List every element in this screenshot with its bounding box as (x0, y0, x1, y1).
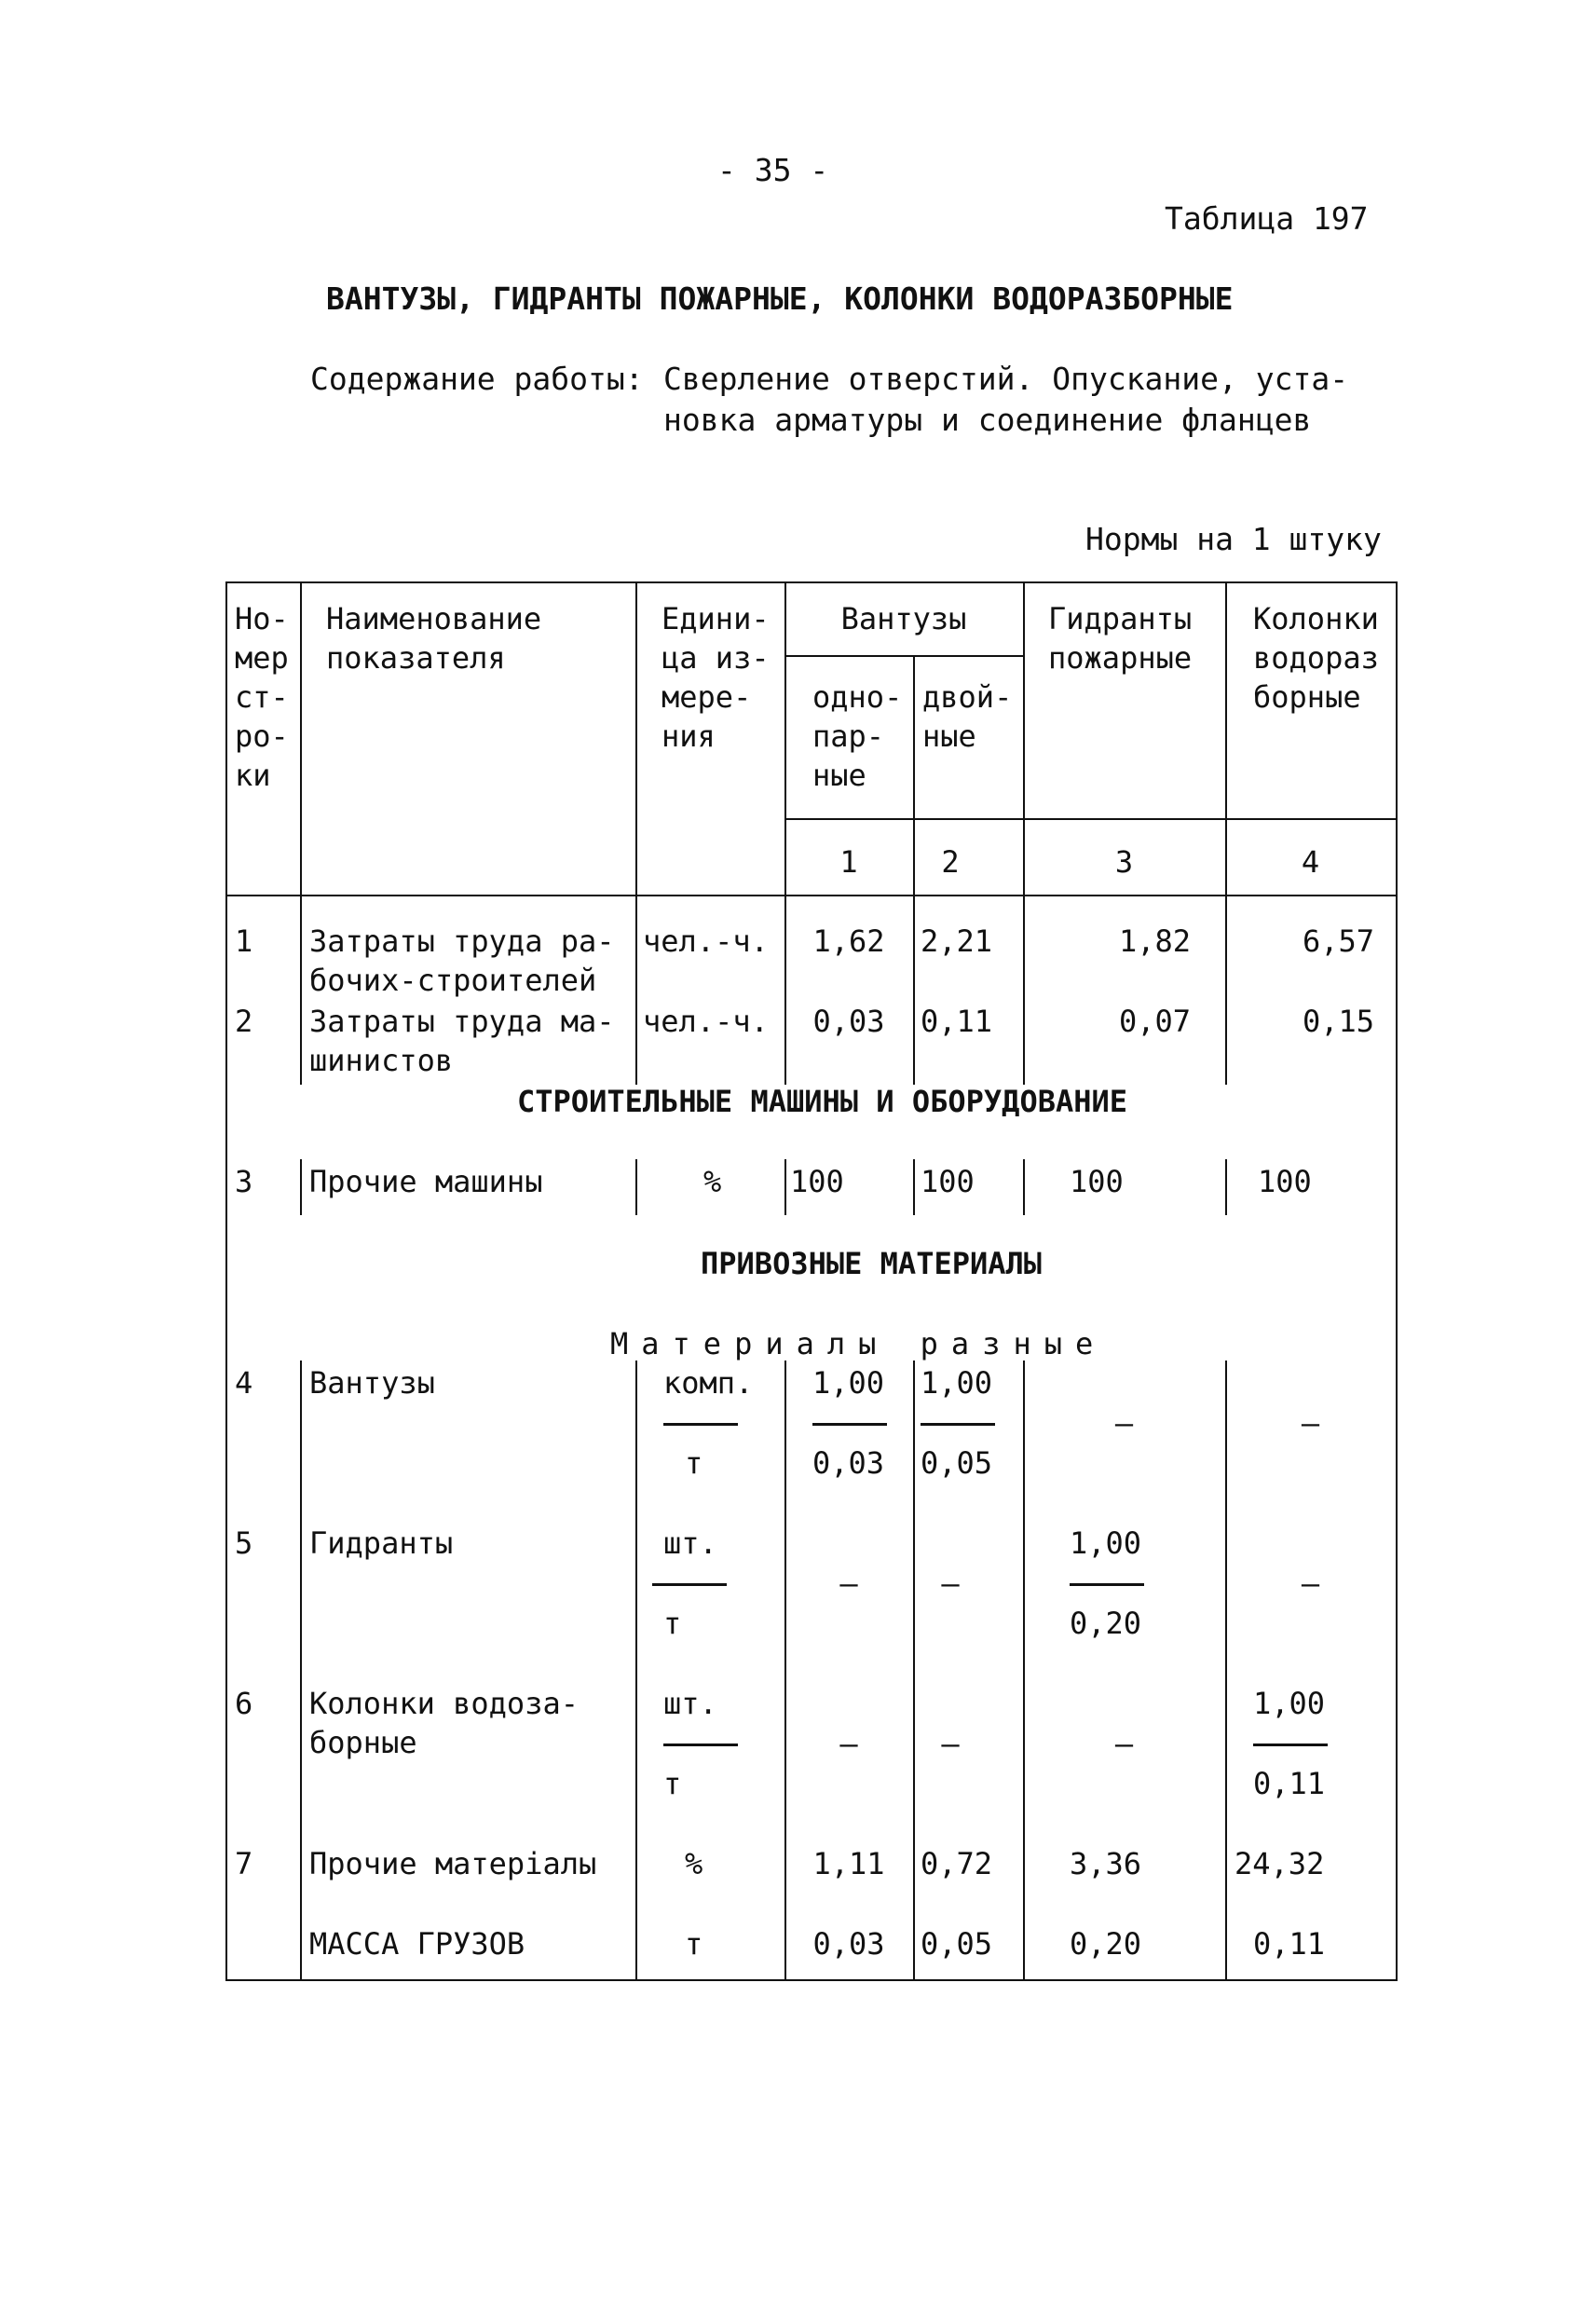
row-value-dvoi: 2,21 (921, 923, 993, 959)
hdr-name-1: Наименование (326, 601, 542, 636)
hdr-odno-2: пар- (812, 718, 885, 754)
row-name: Колонки водоза- (309, 1686, 579, 1721)
page-number: - 35 - (717, 152, 829, 188)
row-name: Прочие матеріалы (309, 1846, 597, 1881)
row-value-gidr: 0,07 (1118, 1004, 1191, 1039)
row-value-gidr-top: 1,00 (1070, 1525, 1142, 1561)
fraction-line (812, 1423, 887, 1426)
hdr-no-5: ки (235, 758, 271, 793)
fraction-line (663, 1423, 738, 1426)
hdr-colnum-2: 2 (941, 844, 960, 880)
section-heading-materials: ПРИВОЗНЫЕ МАТЕРИАЛЫ (701, 1246, 1043, 1281)
row-unit-top: шт. (663, 1686, 717, 1721)
row-name-cont: борные (309, 1725, 417, 1760)
row-value-odno: 0,03 (812, 1004, 885, 1039)
row-value-kolon-top: 1,00 (1253, 1686, 1326, 1721)
row-number: 3 (235, 1164, 253, 1199)
row-value-dvoi-top: 1,00 (921, 1365, 993, 1401)
bottom-border (225, 1979, 1398, 1981)
row-name: Вантузы (309, 1365, 435, 1401)
vline-name-b (635, 1159, 637, 1215)
hdr-colnum-4: 4 (1301, 844, 1320, 880)
row-name: МАССА ГРУЗОВ (309, 1926, 525, 1962)
row-unit: чел.-ч. (643, 923, 769, 959)
table-label: Таблица 197 (1165, 200, 1369, 237)
row-value-odno: 1,11 (812, 1846, 885, 1881)
hdr-kolon-2: водораз (1253, 640, 1379, 676)
row-value-dvoi: 0,05 (921, 1926, 993, 1962)
row-name-cont: шинистов (309, 1043, 454, 1078)
row-value-gidr: 0,20 (1070, 1926, 1142, 1962)
row-name: Прочие машины (309, 1164, 543, 1199)
fraction-line (1070, 1583, 1144, 1586)
row-value-dvoi: 0,72 (921, 1846, 993, 1881)
hdr-no-3: ст- (235, 679, 289, 715)
row-unit-top: комп. (663, 1365, 754, 1401)
subsection-heading: Материалы разные (610, 1326, 1107, 1361)
row-value-kolon: 24,32 (1235, 1846, 1325, 1881)
row-value-gidr: – (1114, 1726, 1134, 1761)
row-value-kolon: 0,15 (1302, 1004, 1374, 1039)
vline-gidr-c (1225, 1361, 1227, 1981)
section-heading-machines: СТРОИТЕЛЬНЫЕ МАШИНЫ И ОБОРУДОВАНИЕ (517, 1084, 1128, 1119)
row-value-kolon: – (1301, 1566, 1320, 1601)
row-number: 1 (235, 923, 253, 959)
vline-dvoi-b (1023, 1159, 1025, 1215)
hdr-vantuzy: Вантузы (840, 601, 967, 636)
row-value-gidr: – (1114, 1405, 1134, 1441)
row-name: Затраты труда ра- (309, 923, 615, 959)
hdr-unit-2: ца из- (662, 640, 770, 676)
hdr-odno-3: ные (812, 758, 866, 793)
hdr-unit-1: Едини- (662, 601, 770, 636)
row-unit: чел.-ч. (643, 1004, 769, 1039)
vline-unit-c (784, 1361, 786, 1981)
row-name: Гидранты (309, 1525, 454, 1561)
row-value-gidr-bottom: 0,20 (1070, 1606, 1142, 1641)
row-value-odno: 0,03 (812, 1926, 885, 1962)
vline-name-c (635, 1361, 637, 1981)
row-unit-bottom: т (685, 1445, 703, 1481)
row-value-odno: 1,62 (812, 923, 885, 959)
row-number: 2 (235, 1004, 253, 1039)
vline-odno-c (913, 1361, 915, 1981)
fraction-line (1253, 1744, 1328, 1746)
hdr-kolon-3: борные (1253, 679, 1361, 715)
vline-dvoi-c (1023, 1361, 1025, 1981)
row-value-gidr: 3,36 (1070, 1846, 1142, 1881)
hdr-gidr-2: пожарные (1048, 640, 1193, 676)
hdr-colnum-3: 3 (1114, 844, 1134, 880)
work-content-line1: Сверление отверстий. Опускание, уста- (663, 361, 1349, 397)
vline-left (225, 581, 227, 1981)
hdr-name-2: показателя (326, 640, 506, 676)
work-content-line2: новка арматуры и соединение фланцев (663, 402, 1312, 438)
row-value-odno: – (839, 1566, 858, 1601)
table-title: ВАНТУЗЫ, ГИДРАНТЫ ПОЖАРНЫЕ, КОЛОНКИ ВОДОРАЗБОРНЫЕ (326, 280, 1234, 317)
hdr-colnum-1: 1 (839, 844, 858, 880)
vline-odno-b (913, 1159, 915, 1215)
row-number: 7 (235, 1846, 253, 1881)
row-unit: % (685, 1846, 703, 1881)
row-value-dvoi-bottom: 0,05 (921, 1445, 993, 1481)
row-name: Затраты труда ма- (309, 1004, 615, 1039)
row-value-gidr: 1,82 (1118, 923, 1191, 959)
row-value-odno: 100 (790, 1164, 844, 1199)
colnum-line (784, 818, 1398, 820)
row-unit-bottom: т (663, 1766, 682, 1801)
hdr-odno-1: одно- (812, 679, 903, 715)
row-unit: % (703, 1164, 722, 1199)
row-value-kolon: 100 (1258, 1164, 1312, 1199)
row-value-dvoi: – (941, 1566, 960, 1601)
fraction-line (921, 1423, 995, 1426)
vline-name-a (635, 581, 637, 1085)
fraction-line (663, 1744, 738, 1746)
top-border (225, 581, 1398, 583)
row-value-gidr: 100 (1070, 1164, 1124, 1199)
work-content-label: Содержание работы: (310, 361, 644, 397)
vantuzy-split-line (784, 655, 1023, 657)
hdr-no-2: мер (235, 640, 289, 676)
row-unit: т (685, 1926, 703, 1962)
vline-gidr-b (1225, 1159, 1227, 1215)
hdr-unit-4: ния (662, 718, 716, 754)
hdr-dvoi-2: ные (922, 718, 976, 754)
row-number: 5 (235, 1525, 253, 1561)
header-bottom-line (225, 895, 1398, 896)
row-unit-bottom: т (663, 1606, 682, 1641)
row-value-odno-top: 1,00 (812, 1365, 885, 1401)
row-value-odno: – (839, 1726, 858, 1761)
row-value-kolon: 0,11 (1253, 1926, 1326, 1962)
hdr-kolon-1: Колонки (1253, 601, 1379, 636)
row-value-kolon: 6,57 (1302, 923, 1374, 959)
fraction-line (652, 1583, 727, 1586)
hdr-dvoi-1: двой- (922, 679, 1013, 715)
row-value-kolon: – (1301, 1405, 1320, 1441)
vline-unit-b (784, 1159, 786, 1215)
row-value-dvoi: – (941, 1726, 960, 1761)
hdr-no-1: Но- (235, 601, 289, 636)
hdr-gidr-1: Гидранты (1048, 601, 1193, 636)
row-number: 6 (235, 1686, 253, 1721)
norms-note: Нормы на 1 штуку (1085, 521, 1382, 557)
vline-no-b (300, 1159, 302, 1215)
hdr-unit-3: мере- (662, 679, 752, 715)
row-value-kolon-bottom: 0,11 (1253, 1766, 1326, 1801)
hdr-no-4: ро- (235, 718, 289, 754)
row-name-cont: бочих-строителей (309, 963, 597, 998)
vline-no-a (300, 581, 302, 1085)
row-value-dvoi: 0,11 (921, 1004, 993, 1039)
row-value-dvoi: 100 (921, 1164, 975, 1199)
vline-no-c (300, 1361, 302, 1981)
vline-right (1396, 581, 1398, 1981)
row-value-odno-bottom: 0,03 (812, 1445, 885, 1481)
row-number: 4 (235, 1365, 253, 1401)
row-unit-top: шт. (663, 1525, 717, 1561)
